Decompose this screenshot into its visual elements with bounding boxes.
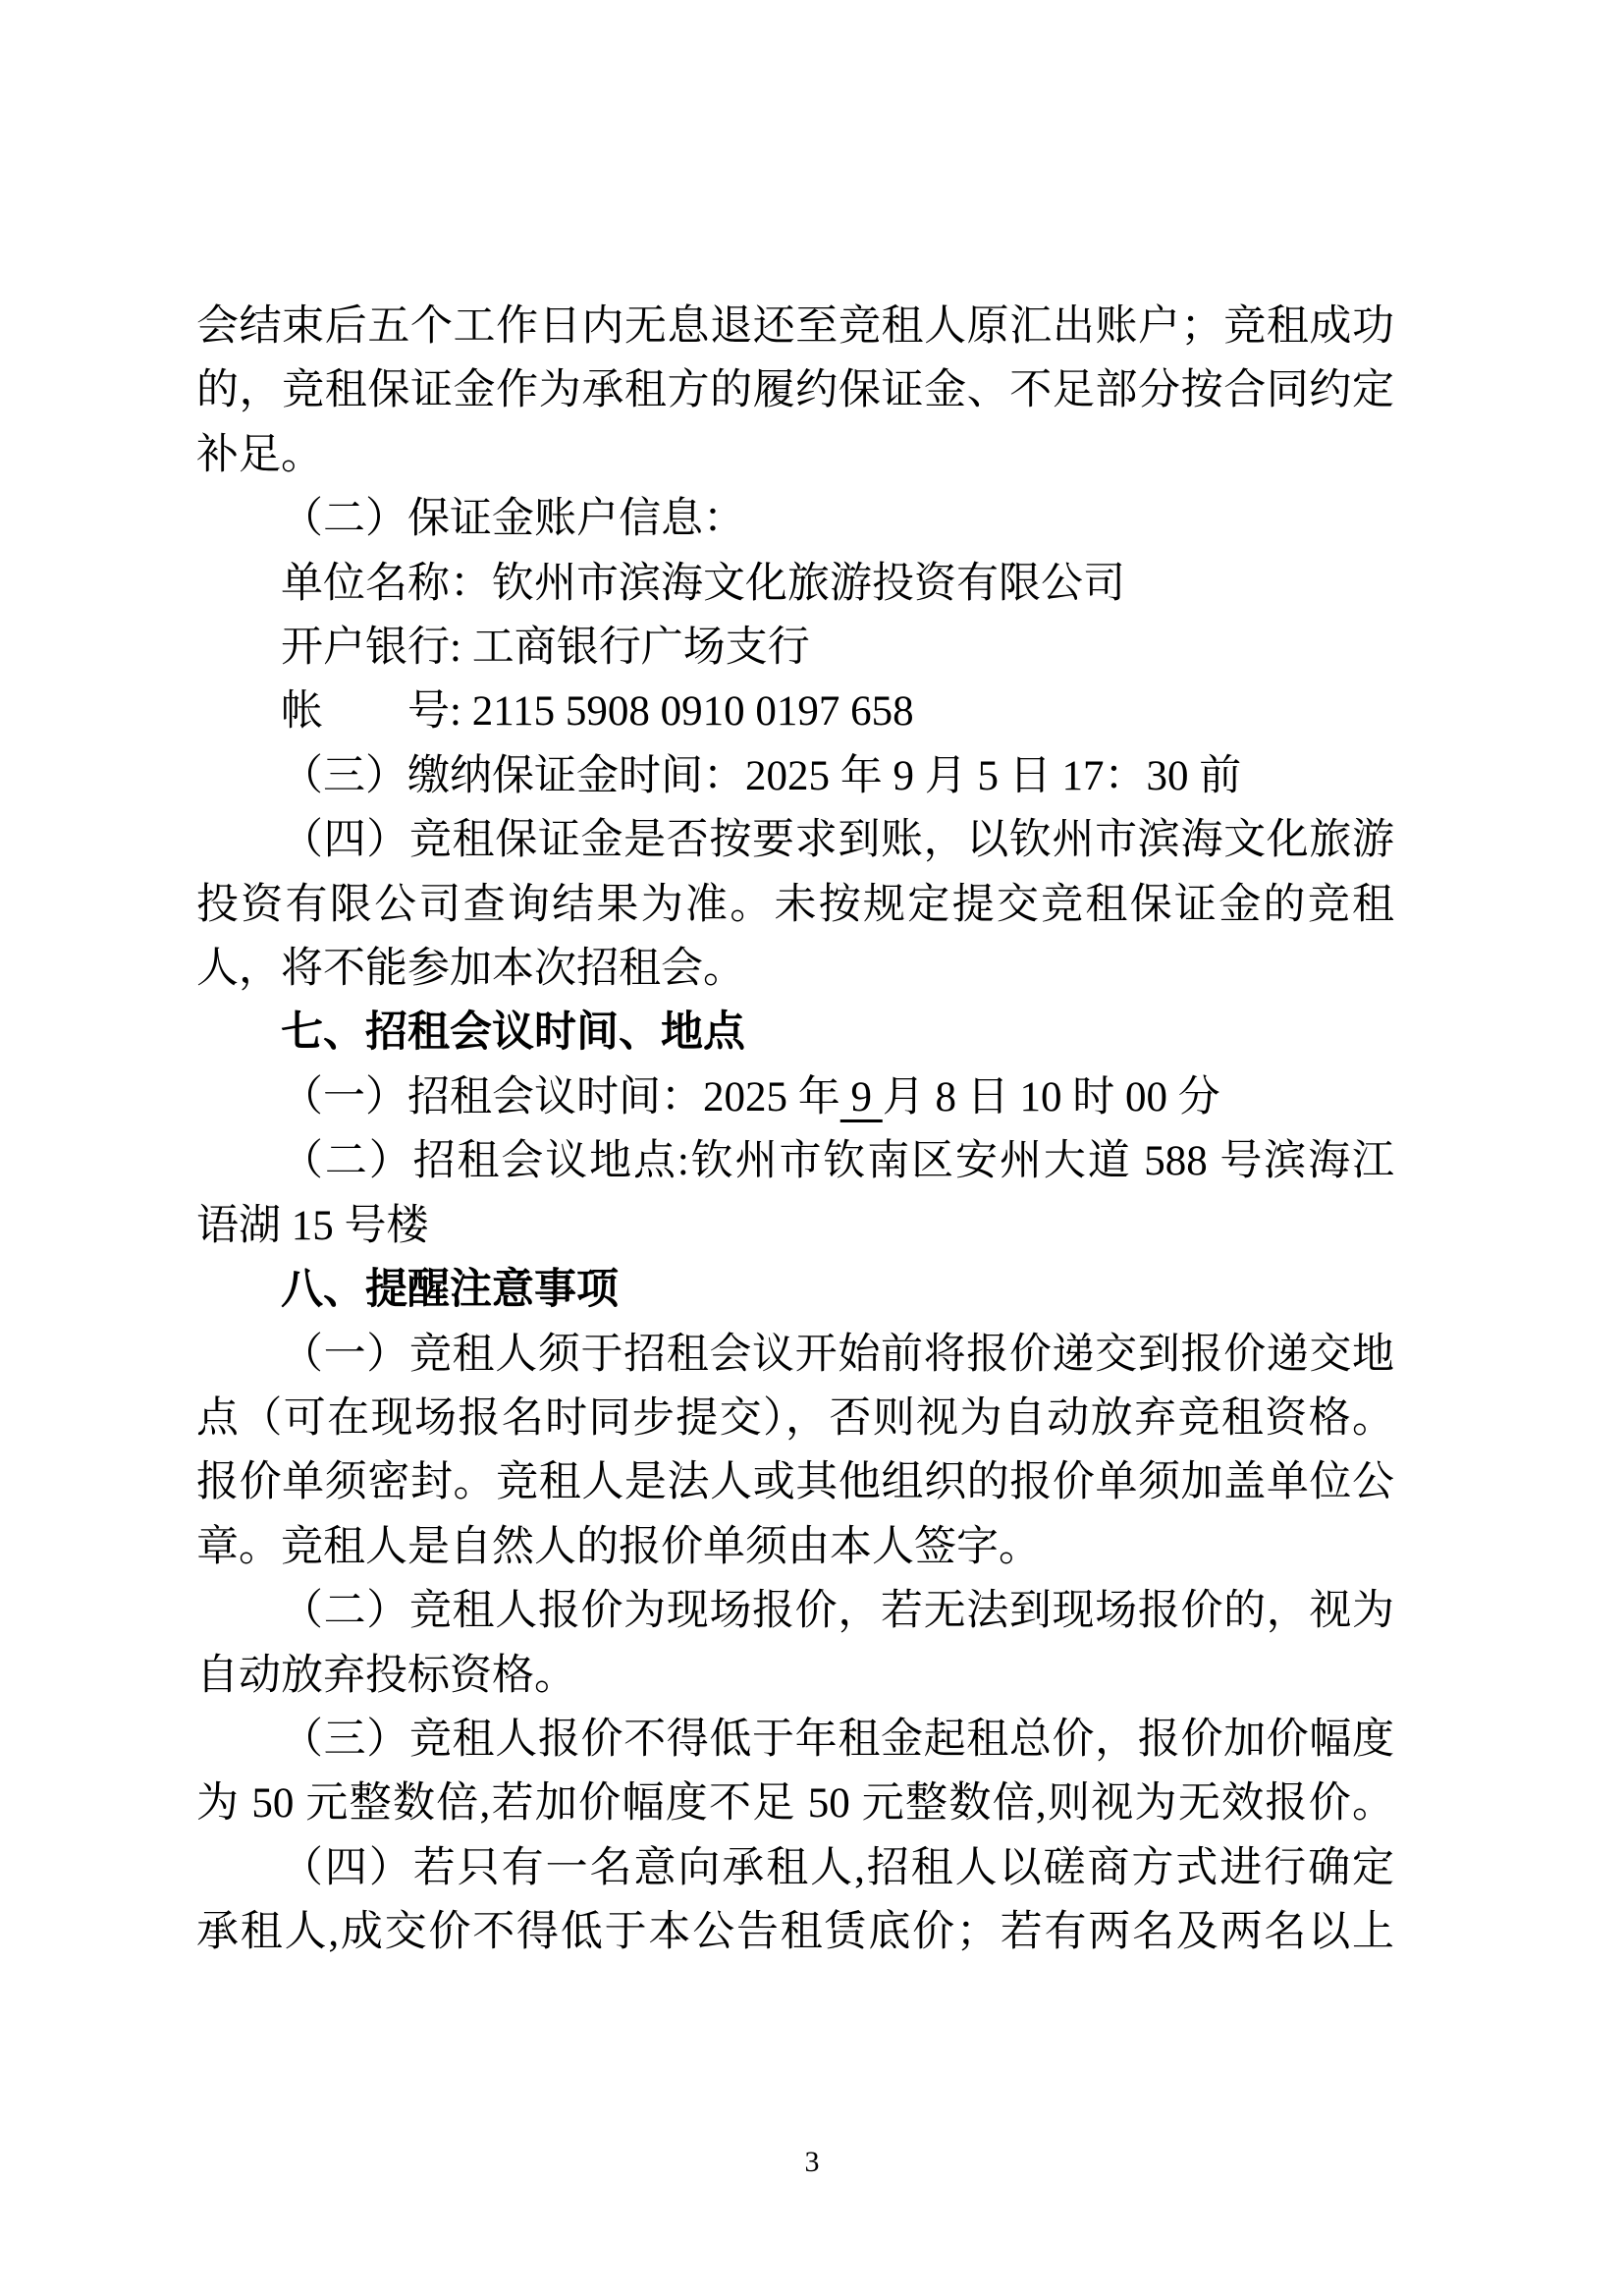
line-meeting-venue-1: （二）招租会议地点:钦州市钦南区安州大道 588 号滨海江: [281, 1138, 1394, 1185]
meeting-month-underlined: 9: [839, 1073, 883, 1120]
line-note-1-d: 章。竞租人是自然人的报价单须由本人签字。: [196, 1523, 1041, 1570]
line-note-1-b: 点（可在现场报名时同步提交），否则视为自动放弃竞租资格。: [196, 1394, 1394, 1442]
line-note-1-c: 报价单须密封。竞租人是法人或其他组织的报价单须加盖单位公: [196, 1459, 1394, 1506]
line-note-3-b: 为 50 元整数倍,若加价幅度不足 50 元整数倍,则视为无效报价。: [196, 1780, 1394, 1828]
line-meeting-time: [196, 1065, 1394, 1129]
line-note-4-a: （四）若只有一名意向承租人,招租人以磋商方式进行确定: [281, 1844, 1394, 1891]
line-note-3-a: （三）竞租人报价不得低于年租金起租总价，报价加价幅度: [281, 1716, 1394, 1763]
line-note-2-a: （二）竞租人报价为现场报价，若无法到现场报价的，视为: [281, 1588, 1394, 1635]
line-deposit-check-2: 投资有限公司查询结果为准。未按规定提交竞租保证金的竞租: [196, 881, 1394, 928]
meeting-time-suffix: 月 8 日 10 时 00 分: [882, 1073, 1220, 1120]
line-refund-3: 补足。: [196, 431, 323, 478]
line-deposit-check-1: （四）竞租保证金是否按要求到账，以钦州市滨海文化旅游: [281, 817, 1394, 864]
line-meeting-venue-2: 语湖 15 号楼: [196, 1202, 429, 1249]
section-heading-8: 八、提醒注意事项: [281, 1266, 619, 1314]
document-body: [196, 295, 1394, 1965]
line-account-info-label: （二）保证金账户信息：: [281, 496, 745, 543]
line-note-1-a: （一）竞租人须于招租会议开始前将报价递交到报价递交地: [281, 1331, 1394, 1378]
page-number: 3: [804, 2146, 820, 2178]
section-heading-7: 七、招租会议时间、地点: [281, 1009, 745, 1057]
line-refund-2: 的，竞租保证金作为承租方的履约保证金、不足部分按合同约定: [196, 367, 1394, 414]
line-account-number: 帐 号: 2115 5908 0910 0197 658: [281, 688, 914, 736]
line-deposit-deadline: （三）缴纳保证金时间：2025 年 9 月 5 日 17：30 前: [281, 752, 1242, 799]
line-deposit-check-3: 人，将不能参加本次招租会。: [196, 946, 745, 993]
meeting-time-prefix: （一）招租会议时间：2025 年: [281, 1073, 840, 1120]
line-note-4-b: 承租人,成交价不得低于本公告租赁底价；若有两名及两名以上: [196, 1909, 1394, 1956]
line-bank-name: 开户银行: 工商银行广场支行: [281, 625, 810, 672]
line-refund-1: 会结束后五个工作日内无息退还至竞租人原汇出账户；竞租成功: [196, 303, 1394, 350]
line-account-name: 单位名称：钦州市滨海文化旅游投资有限公司: [281, 560, 1125, 607]
line-note-2-b: 自动放弃投标资格。: [196, 1652, 576, 1699]
